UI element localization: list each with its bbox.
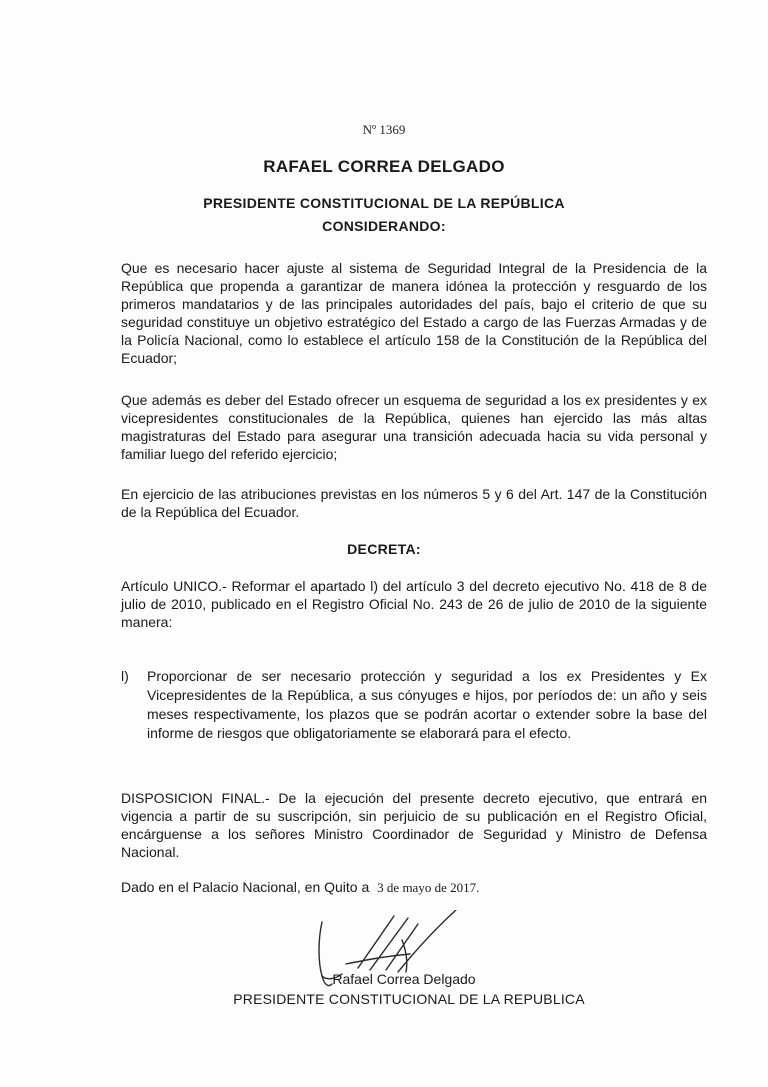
signatory-name: Rafael Correa Delgado [332, 971, 476, 987]
president-name-heading: RAFAEL CORREA DELGADO [263, 157, 505, 176]
article-paragraph: Artículo UNICO.- Reformar el apartado l) del artículo 3 del decreto ejecutivo No. 418 de 8 de julio de 2010, publicado en el Registro Oficial No. 243 de 26 de julio de 2010 de la siguiente manera: [121, 578, 707, 630]
final-provision-paragraph: DISPOSICION FINAL.- De la ejecución del presente decreto ejecutivo, que entrará en vigencia a partir de su suscripción, sin perjuicio de su publicación en el Registro Oficial, encárguense a los señores Ministro Coordinador de Seguridad y Ministro de Defensa Nacional. [121, 790, 707, 860]
consideration-paragraph-1: Que es necesario hacer ajuste al sistema de Seguridad Integral de la Presidencia de la República que propenda a garantizar de manera idónea la protección y resguardo de los primeros mandatarios y de las principales autoridades del país, bajo el criterio de que su seguridad constituye un objetivo estratégico del Estado a cargo de las Fuerzas Armadas y de la Policía Nacional, como lo establece el artículo 158 de la Constitución de la República del Ecuador; [121, 260, 707, 366]
decree-number: Nº 1369 [362, 122, 406, 137]
date-text: 3 de mayo de 2017. [377, 880, 480, 895]
dated-line [121, 879, 479, 896]
signatory-office: PRESIDENTE CONSTITUCIONAL DE LA REPUBLICA [233, 991, 585, 1007]
list-item-marker: l) [121, 668, 129, 684]
considerando-heading: CONSIDERANDO: [322, 218, 446, 234]
list-item-text: Proporcionar de ser necesario protección y seguridad a los ex Presidentes y Ex Vicepresidentes de la República, a sus cónyuges e hijos, por períodos de: un año y seis meses respectivamente, los plazos que se podrán acortar o extender sobre la base del informe de riesgos que obligatoriamente se elaborará para el efecto. [147, 668, 707, 741]
office-heading: PRESIDENTE CONSTITUCIONAL DE LA REPÚBLICA [203, 195, 565, 211]
consideration-paragraph-3: En ejercicio de las atribuciones previstas en los números 5 y 6 del Art. 147 de la Constitución de la República del Ecuador. [121, 486, 707, 520]
decreta-heading: DECRETA: [347, 541, 421, 557]
given-at-text: Dado en el Palacio Nacional, en Quito a [121, 879, 370, 895]
list-item [121, 667, 707, 743]
consideration-paragraph-2: Que además es deber del Estado ofrecer un esquema de seguridad a los ex presidentes y ex vicepresidentes constitucionales de la República, quienes han ejercido las más altas magistraturas del Estado para asegurar una transición adecuada hacia su vida personal y familiar luego del referido ejercicio; [121, 392, 707, 462]
